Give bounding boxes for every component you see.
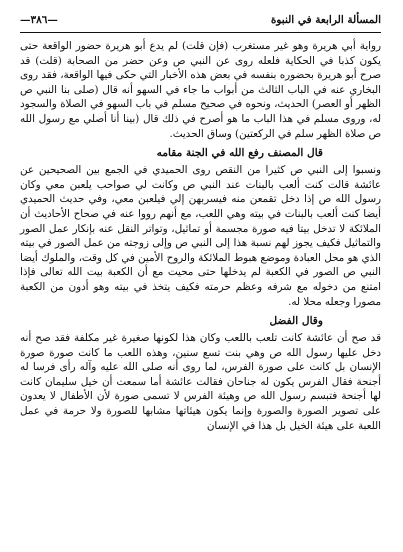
- page-header: [20, 10, 381, 30]
- page-number: —٣٨٦—: [20, 14, 58, 26]
- section-heading: وقال الفضل: [269, 315, 323, 328]
- body-paragraph: رواية أبي هريرة وهو غير مستغرب (فإن قلت) لم يدع أبو هريرة حضور الواقعة حتى يكون كذبا في الحكاية فلعله روى عن النبي ص وعن حضر من الصحابة (قلت) قد صرح أبو هريرة بحضوره بنفسه في بعض هذه الأخبار التي حكى فيها الواقعة، فقد روى البخاري عنه في الباب الثالث من أبواب ما جاء في السهو أنه قال (صلى بنا النبي ص الظهر أو العصر) الحديث، ونحوه في صحيح مسلم في باب السهو في الصلاة والسجود له، وروى مسلم في هذا الباب ما هو أصرح في ذلك قال (بينا أنا أصلي مع رسول الله ص صلاة الظهر سلم في الركعتين) وساق الحديث.: [20, 40, 381, 140]
- running-title: المسألة الرابعة في النبوة: [270, 14, 381, 26]
- body-paragraph: ونسبوا إلى النبي ص كثيرا من النقص روى الحميدي في الجمع بين الصحيحين عن عائشة قالت كنت ألعب بالبنات عند النبي ص وكانت لي صواحب يلعبن معي وكان رسول الله ص إذا دخل تقمعن منه فيسربهن إلي فيلعبن معي، وفي حديث الحميدي أيضا كنت ألعب بالبنات في بيته وهي اللعب، مع أنهم رووا عنه في صحاح الأحاديث أن الملائكة لا تدخل بيتا فيه صورة مجسمة أو تماثيل، وتواتر النقل عنه بإنكار عمل الصور والتماثيل فكيف يجوز لهم نسبة هذا إلى النبي ص وإلى زوجته من عمل الصور في بيته الذي هو محل العبادة وموضع هبوط الملائكة والروح الأمين في كل وقت، والملوك أيضا النبي ص الصور في الكعبة لم يدخلها حتى محيت مع أن الكعبة بيت الله تعالى فإذا امتنع من دخوله مع شرفه وعظم حرمته فكيف يتخذ في بيته وهو أدون من الكعبة مصورا وجعله محلا له.: [20, 164, 381, 308]
- section-heading: قال المصنف رفع الله في الجنة مقامه: [156, 147, 323, 160]
- body-paragraph: قد صح أن عائشة كانت تلعب باللعب وكان هذا لكونها صغيرة غير مكلفة فقد صح أنه دخل عليها رسول الله ص وهي بنت تسع سنين، وهذه اللعب ما كانت صورة صورة الإنسان بل كانت على صورة الفرس، لما روى أنه صلى الله عليه وآله رأى فرسا له أجنحة فقال الفرس يكون له جناحان فقالت عائشة أما سمعت أن خيل سليمان كانت لها أجنحة فتبسم رسول الله ص وهيئة الفرس لا تسمى صورة لأن الأطفال لا يعدون على تصوير الصورة والصورة وإنما يكون هيئاتها مشابها للصورة ولا حرمة في عمل اللعبة على هيئة الخيل بل هذا في الإنسان: [20, 332, 381, 432]
- header-rule: [20, 32, 381, 33]
